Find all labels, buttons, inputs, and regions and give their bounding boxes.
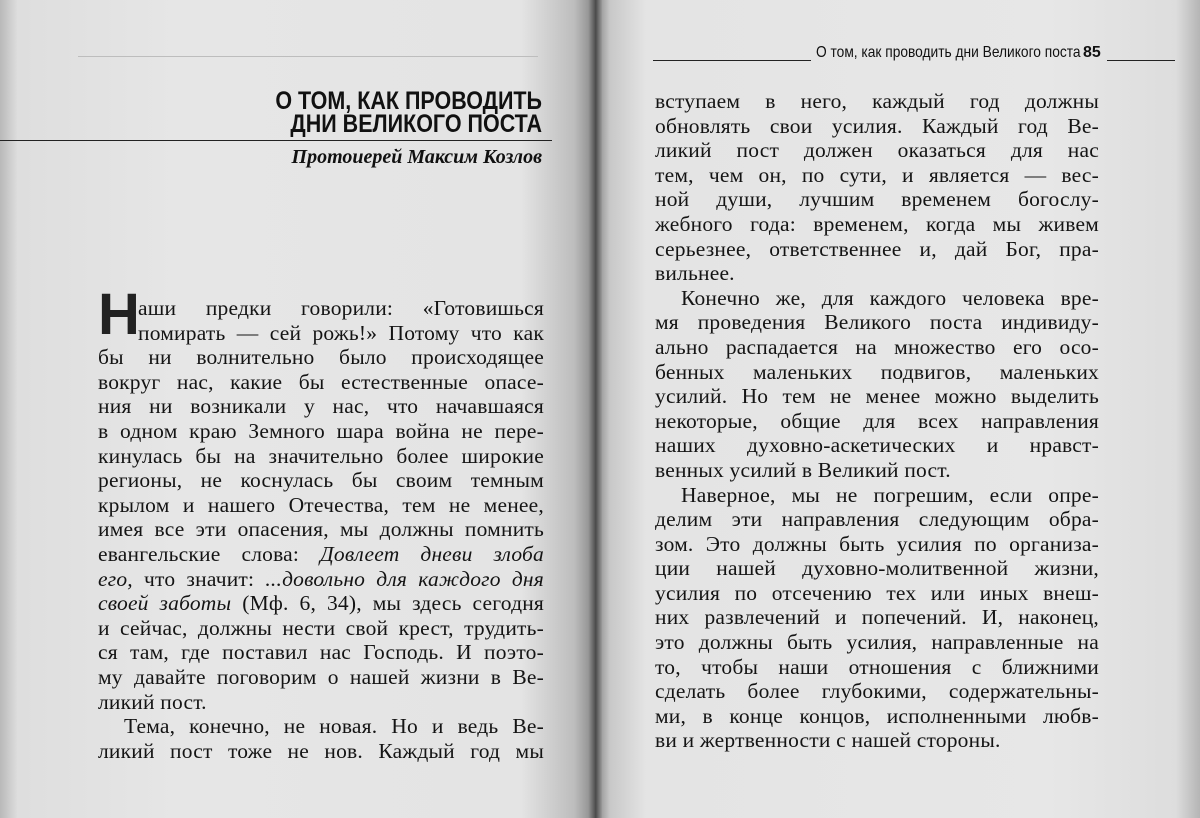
- right-running-head: [653, 43, 1173, 67]
- text-line: [98, 567, 544, 592]
- text-line: в одном краю Земного шара война не пере-: [98, 418, 544, 443]
- header-rule-right: [1107, 60, 1175, 61]
- text-line: них развлечений и попечений. И, наконец,: [655, 605, 1099, 630]
- scripture-quote: Довлеет дневи злоба: [320, 541, 544, 566]
- text-line: кинулась бы на значительно более широкие: [98, 443, 544, 468]
- text-line: обновлять свои усилия. Каждый год Ве-: [655, 113, 1099, 138]
- text-line: ликий пост тоже не нов. Каждый год мы: [98, 738, 544, 763]
- text-fragment: евангельские слова:: [98, 541, 321, 566]
- text-line: регионы, не коснулась бы своим темным: [98, 468, 544, 493]
- title-rule: [0, 140, 552, 141]
- text-line: сделать более глубокими, содержательны-: [655, 679, 1099, 704]
- drop-cap: Н: [98, 282, 140, 347]
- text-line: [98, 542, 544, 567]
- text-line: ви и жертвенности с нашей стороны.: [655, 728, 1001, 753]
- text-line: усилий. Но тем не менее можно выделить: [655, 384, 1099, 409]
- text-line: зом. Это должны быть усилия по организа-: [655, 531, 1099, 556]
- page-number: 85: [1083, 44, 1101, 61]
- text-line: это должны быть усилия, направленные на: [655, 630, 1099, 655]
- text-fragment: (Мф. 6, 34), мы здесь сегодня: [231, 591, 545, 616]
- left-page-text: [98, 296, 544, 763]
- left-running-head-bleed: [78, 38, 538, 58]
- text-line: ся там, где поставил нас Господь. И поэто-: [98, 640, 544, 665]
- text-line: Наверное, мы не погрешим, если опре-: [681, 482, 1099, 507]
- left-page: [0, 0, 592, 818]
- text-line: серьезнее, ответственнее и, дай Бог, пра-: [655, 236, 1099, 261]
- text-line: [98, 591, 544, 616]
- text-line: жебного года: временем, когда мы живем: [655, 211, 1099, 236]
- right-page-text: [655, 89, 1099, 753]
- text-line: ми, в конце концов, исполненными любв-: [655, 703, 1099, 728]
- text-line: му давайте поговорим о нашей жизни в Ве-: [98, 664, 544, 689]
- text-line: Тема, конечно, не новая. Но и ведь Ве-: [124, 714, 544, 739]
- book-gutter: [588, 0, 602, 818]
- text-line: вступаем в него, каждый год должны: [655, 89, 1099, 113]
- running-head-title: О том, как проводить дни Великого поста: [816, 44, 1081, 61]
- text-fragment: что значит:: [132, 566, 266, 591]
- text-line: ной души, лучшим временем богослу-: [655, 187, 1099, 212]
- scripture-quote: его,: [98, 566, 133, 591]
- text-line: ально распадается на множество его осо-: [655, 334, 1099, 359]
- text-line: бы ни волнительно было происходящее: [98, 345, 544, 370]
- text-line: ликий пост должен оказаться для нас: [655, 138, 1099, 163]
- text-line: усилия по отсечению тех или иных внеш-: [655, 580, 1099, 605]
- text-line: наших духовно-аскетических и нравст-: [655, 433, 1099, 458]
- header-rule-left: [653, 60, 811, 61]
- article-author: Протоиерей Максим Козлов: [291, 146, 542, 168]
- text-line: мя проведения Великого поста индивиду-: [655, 310, 1099, 335]
- text-line: делим эти направления следующим обра-: [655, 507, 1099, 532]
- text-line: ции нашей духовно-молитвенной жизни,: [655, 556, 1099, 581]
- text-line: имея все эти опасения, мы должны помнить: [98, 517, 544, 542]
- text-line: крылом и нашего Отечества, тем не менее,: [98, 492, 544, 517]
- text-line: помирать — сей рожь!» Потому что как: [138, 320, 544, 345]
- text-line: вильнее.: [655, 261, 735, 286]
- text-line: Конечно же, для каждого человека вре-: [681, 285, 1099, 310]
- text-line: вокруг нас, какие бы естественные опасе-: [98, 369, 544, 394]
- scripture-quote: ...довольно для каждого дня: [265, 566, 544, 591]
- text-line: ликий пост.: [98, 689, 207, 714]
- text-line: и сейчас, должны нести свой крест, трудить-: [98, 615, 544, 640]
- text-line: венных усилий в Великий пост.: [655, 457, 951, 482]
- scripture-quote: своей заботы: [98, 591, 232, 616]
- text-line: тем, чем он, по сути, и является — вес-: [655, 162, 1099, 187]
- text-line: ния ни возникали у нас, что начавшаяся: [98, 394, 544, 419]
- article-title-line-1: О ТОМ, КАК ПРОВОДИТЬ: [275, 87, 542, 115]
- text-line: некоторые, общие для всех направления: [655, 408, 1099, 433]
- text-line: бенных маленьких подвигов, маленьких: [655, 359, 1099, 384]
- text-line: то, чтобы наши отношения с ближними: [655, 654, 1099, 679]
- text-line: аши предки говорили: «Готовишься: [138, 296, 544, 320]
- article-title-line-2: ДНИ ВЕЛИКОГО ПОСТА: [290, 110, 542, 138]
- bleed-rule: [78, 56, 538, 57]
